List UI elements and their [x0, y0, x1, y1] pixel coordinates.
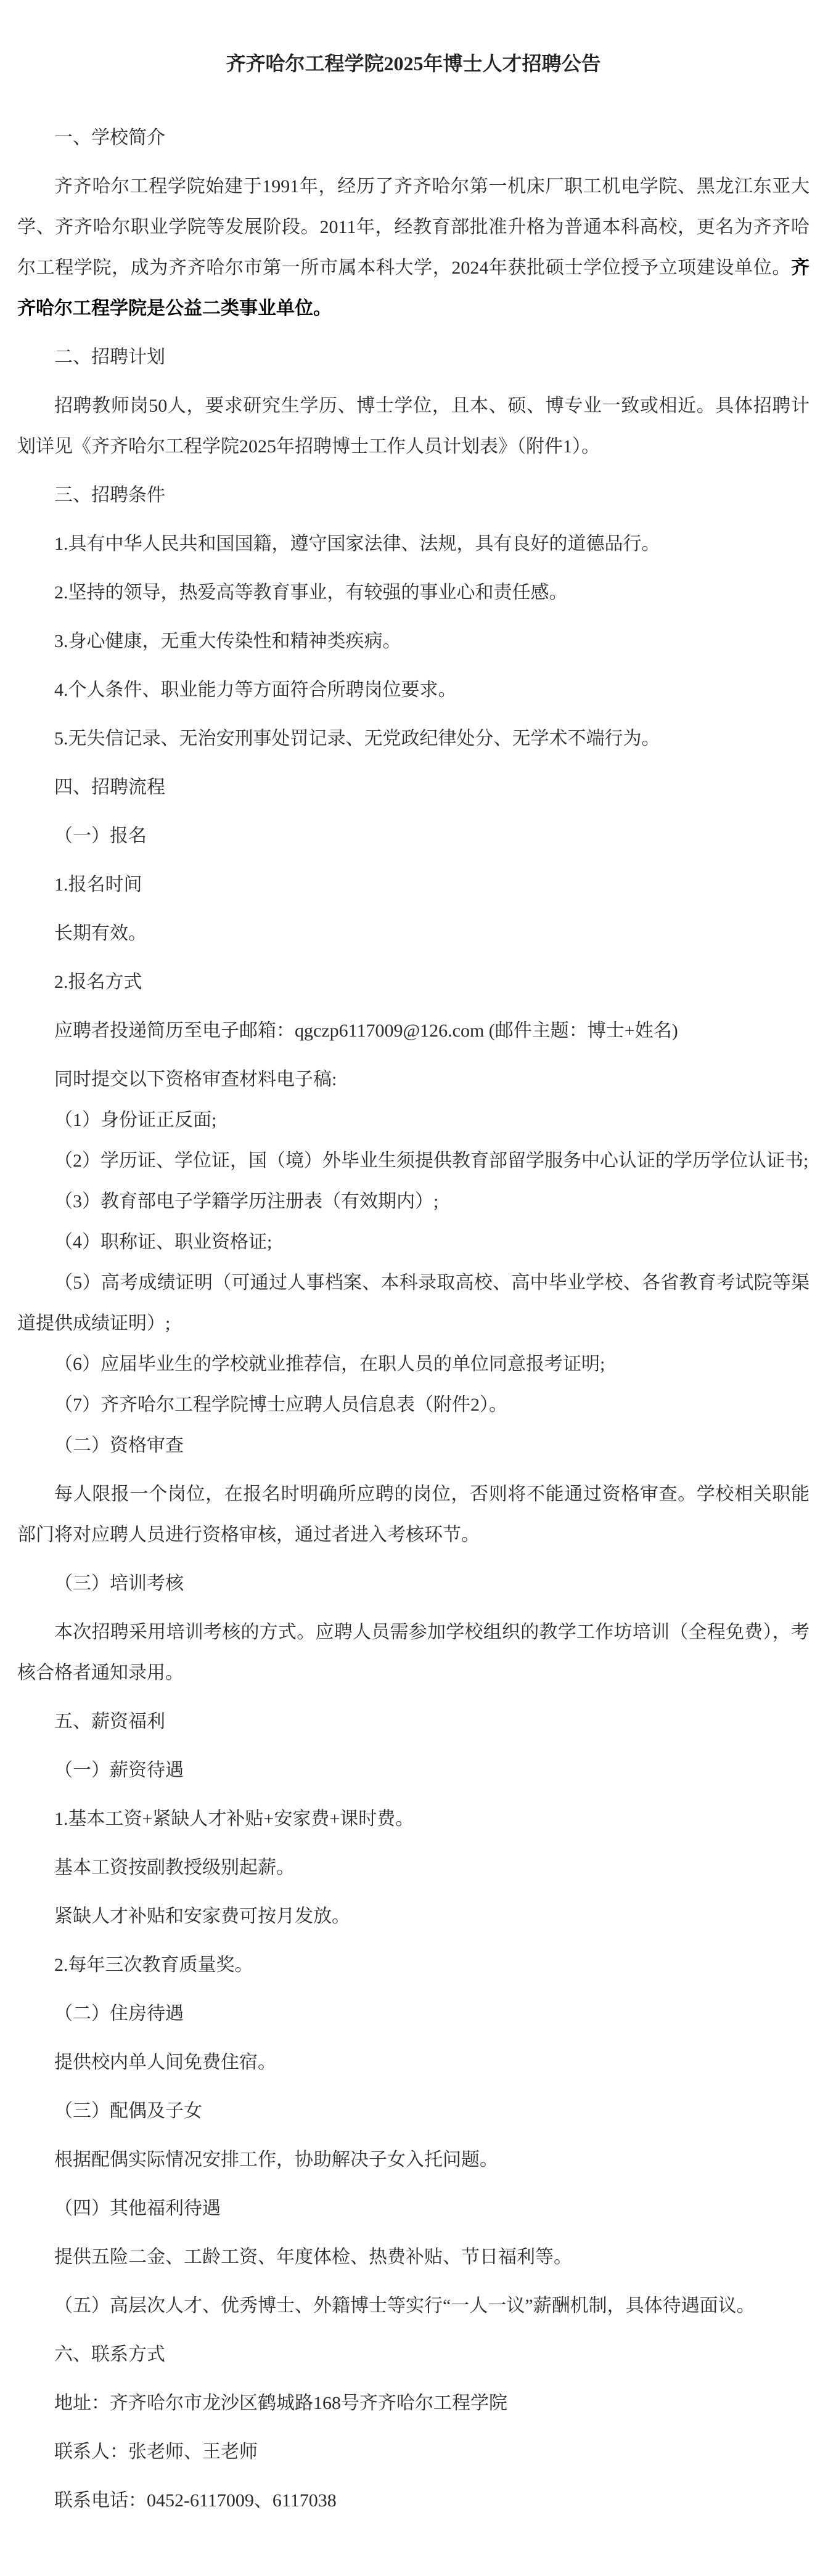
training-assessment-paragraph: 本次招聘采用培训考核的方式。应聘人员需参加学校组织的教学工作坊培训（全程免费），考核合格者通知录用。: [17, 1622, 810, 1683]
contact-person-line: 联系人：张老师、王老师: [54, 2442, 258, 2462]
signup-time-label: 1.报名时间: [54, 874, 142, 895]
document-title: 齐齐哈尔工程学院2025年博士人才招聘公告: [226, 52, 601, 75]
material-item-6: （6）应届毕业生的学校就业推荐信，在职人员的单位同意报考证明;: [54, 1354, 605, 1374]
section-2-paragraph: 招聘教师岗50人，要求研究生学历、博士学位，且本、硕、博专业一致或相近。具体招聘计划详见《齐齐哈尔工程学院2025年招聘博士工作人员计划表》（附件1）。: [17, 396, 810, 457]
material-item-5: （5）高考成绩证明（可通过人事档案、本科录取高校、高中毕业学校、各省教育考试院等渠道提供成绩证明）;: [17, 1273, 810, 1334]
condition-item-4: 4.个人条件、职业能力等方面符合所聘岗位要求。: [54, 680, 457, 700]
quality-award-line: 2.每年三次教育质量奖。: [54, 1955, 253, 1975]
section-1-heading: 一、学校简介: [54, 128, 165, 148]
section-6-heading: 六、联系方式: [54, 2344, 165, 2365]
section-5-sub-1-heading: （一）薪资待遇: [54, 1760, 184, 1780]
material-item-3: （3）教育部电子学籍学历注册表（有效期内）;: [54, 1191, 439, 1212]
school-intro-text: 齐齐哈尔工程学院始建于1991年，经历了齐齐哈尔第一机床厂职工机电学院、黑龙江东亚大学、齐齐哈尔职业学院等发展阶段。2011年，经教育部批准升格为普通本科高校，更名为齐齐哈尔工程学院，成为齐齐哈尔市第一所市属本科大学，2024年获批硕士学位授予立项建设单位。: [17, 176, 810, 278]
spouse-children-paragraph: 根据配偶实际情况安排工作，协助解决子女入托问题。: [54, 2150, 498, 2170]
condition-item-5: 5.无失信记录、无治安刑事处罚记录、无党政纪律处分、无学术不端行为。: [54, 728, 660, 749]
section-4-heading: 四、招聘流程: [54, 777, 165, 797]
material-item-4: （4）职称证、职业资格证;: [54, 1232, 273, 1252]
signup-email-line: 应聘者投递简历至电子邮箱：qgczp6117009@126.com (邮件主题：博士+姓名): [54, 1021, 678, 1041]
section-4-sub-1-heading: （一）报名: [54, 826, 147, 846]
section-4-sub-3-heading: （三）培训考核: [54, 1573, 184, 1594]
section-5-sub-4-heading: （四）其他福利待遇: [54, 2198, 221, 2219]
contact-phone-line: 联系电话：0452-6117009、6117038: [54, 2490, 337, 2511]
condition-item-2: 2.坚持的领导，热爱高等教育事业，有较强的事业心和责任感。: [54, 582, 568, 603]
material-item-1: （1）身份证正反面;: [54, 1110, 217, 1130]
signup-time-value: 长期有效。: [54, 923, 147, 944]
qualification-review-paragraph: 每人限报一个岗位，在报名时明确所应聘的岗位，否则将不能通过资格审查。学校相关职能部门将对应聘人员进行资格审核，通过者进入考核环节。: [17, 1484, 810, 1545]
subsidy-payment-line: 紧缺人才补贴和安家费可按月发放。: [54, 1906, 350, 1926]
section-2-heading: 二、招聘计划: [54, 347, 165, 367]
section-4-sub-2-heading: （二）资格审查: [54, 1435, 184, 1456]
condition-item-3: 3.身心健康，无重大传染性和精神类疾病。: [54, 631, 401, 651]
condition-item-1: 1.具有中华人民共和国国籍，遵守国家法律、法规，具有良好的道德品行。: [54, 534, 660, 554]
base-salary-line: 基本工资按副教授级别起薪。: [54, 1857, 295, 1878]
contact-address-line: 地址：齐齐哈尔市龙沙区鹤城路168号齐齐哈尔工程学院: [54, 2393, 507, 2413]
section-5-sub-5-line: （五）高层次人才、优秀博士、外籍博士等实行“一人一议”薪酬机制，具体待遇面议。: [54, 2296, 755, 2316]
housing-paragraph: 提供校内单人间免费住宿。: [54, 2052, 276, 2073]
salary-composition-line: 1.基本工资+紧缺人才补贴+安家费+课时费。: [54, 1809, 414, 1829]
signup-method-label: 2.报名方式: [54, 972, 142, 992]
other-benefits-paragraph: 提供五险二金、工龄工资、年度体检、热费补贴、节日福利等。: [54, 2247, 572, 2267]
material-item-7: （7）齐齐哈尔工程学院博士应聘人员信息表（附件2）。: [54, 1395, 507, 1415]
section-5-sub-2-heading: （二）住房待遇: [54, 2003, 184, 2024]
material-item-2: （2）学历证、学位证，国（境）外毕业生须提供教育部留学服务中心认证的学历学位认证书;: [54, 1151, 809, 1171]
section-1-paragraph: [17, 166, 810, 329]
section-3-heading: 三、招聘条件: [54, 485, 165, 505]
section-5-sub-3-heading: （三）配偶及子女: [54, 2101, 202, 2121]
school-intro-bold-text: 齐齐哈尔工程学院是公益二类事业单位。: [17, 258, 810, 319]
materials-intro-line: 同时提交以下资格审查材料电子稿:: [54, 1069, 337, 1090]
section-5-heading: 五、薪资福利: [54, 1711, 165, 1732]
